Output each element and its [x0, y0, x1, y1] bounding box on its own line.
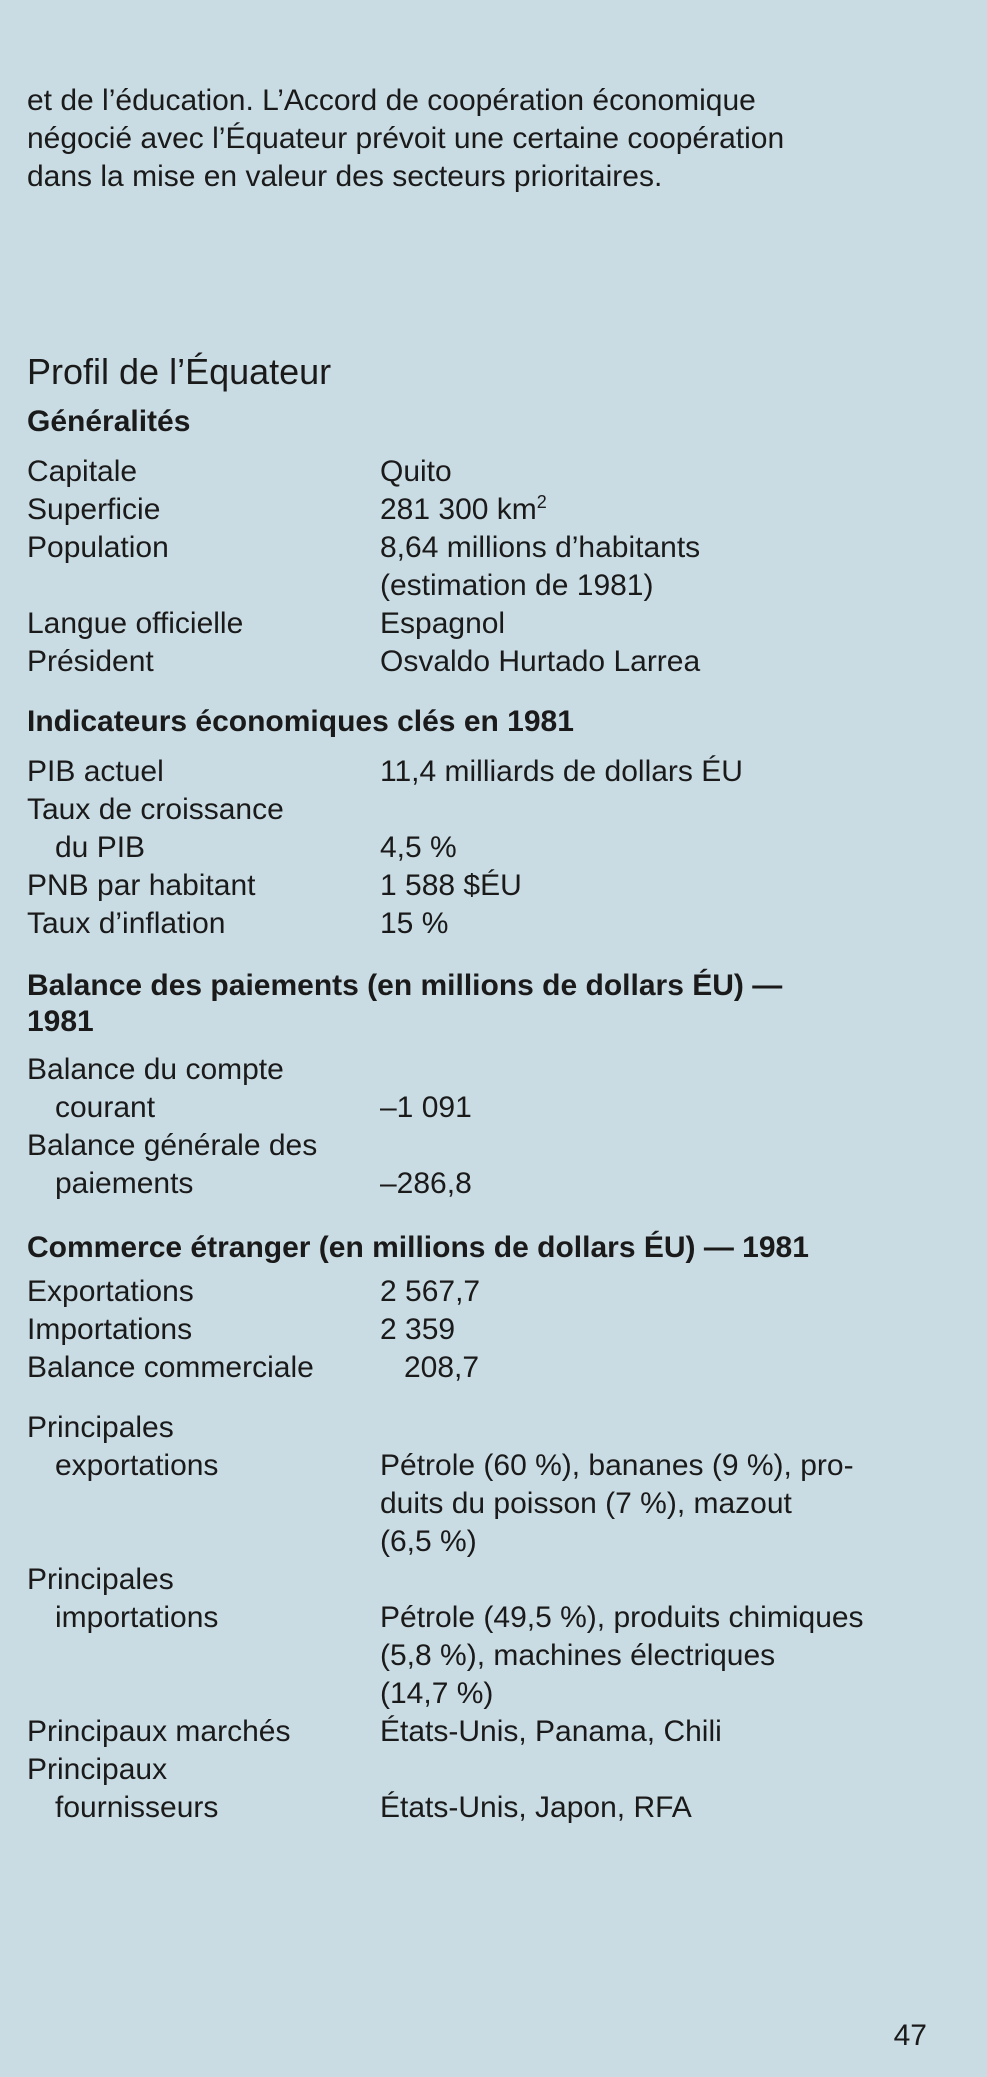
current-account-label-cont: courant: [55, 1091, 156, 1124]
growth-label: Taux de croissance: [27, 793, 284, 826]
exports-label: Exportations: [27, 1275, 194, 1308]
area-value: 281 300 km: [380, 493, 537, 526]
trade-heading: Commerce étranger (en millions de dollars ÉU) — 1981: [27, 1231, 809, 1264]
population-label: Population: [27, 531, 169, 564]
imports-value: 2 359: [380, 1313, 456, 1346]
balance-heading-year: 1981: [27, 1005, 94, 1038]
overall-balance-label-cont: paiements: [55, 1167, 194, 1200]
current-account-label: Balance du compte: [27, 1053, 284, 1086]
main-imports-value: Pétrole (49,5 %), produits chimiques: [380, 1601, 864, 1634]
area-value-wrap: [380, 492, 970, 528]
gdp-label: PIB actuel: [27, 755, 164, 788]
indicators-heading: Indicateurs économiques clés en 1981: [27, 705, 574, 738]
main-exports-label-cont: exportations: [55, 1449, 219, 1482]
overall-balance-label: Balance générale des: [27, 1129, 318, 1162]
current-account-value: –1 091: [380, 1091, 472, 1124]
main-imports-label-cont: importations: [55, 1601, 219, 1634]
language-label: Langue officielle: [27, 607, 244, 640]
inflation-value: 15 %: [380, 907, 449, 940]
main-imports-value-end: (14,7 %): [380, 1677, 494, 1710]
trade-balance-value: 208,7: [404, 1351, 480, 1384]
president-label: Président: [27, 645, 154, 678]
area-label: Superficie: [27, 493, 161, 526]
exports-value: 2 567,7: [380, 1275, 481, 1308]
capital-value: Quito: [380, 455, 452, 488]
intro-paragraph: [27, 82, 947, 196]
profile-title: Profil de l’Équateur: [27, 351, 332, 392]
main-exports-label: Principales: [27, 1411, 174, 1444]
main-imports-label: Principales: [27, 1563, 174, 1596]
growth-value: 4,5 %: [380, 831, 457, 864]
main-exports-value: Pétrole (60 %), bananes (9 %), pro-: [380, 1449, 854, 1482]
inflation-label: Taux d’inflation: [27, 907, 226, 940]
intro-line: négocié avec l’Équateur prévoit une certaine coopération: [27, 122, 785, 155]
capital-label: Capitale: [27, 455, 138, 488]
area-unit-exponent: 2: [536, 492, 547, 512]
main-exports-value-end: (6,5 %): [380, 1525, 477, 1558]
language-value: Espagnol: [380, 607, 506, 640]
trade-balance-label: Balance commerciale: [27, 1351, 314, 1384]
main-imports-value-cont: (5,8 %), machines électriques: [380, 1639, 776, 1672]
overall-balance-value: –286,8: [380, 1167, 472, 1200]
population-estimate: (estimation de 1981): [380, 569, 654, 602]
general-heading: Généralités: [27, 405, 191, 438]
markets-label: Principaux marchés: [27, 1715, 291, 1748]
gnp-label: PNB par habitant: [27, 869, 256, 902]
intro-line: dans la mise en valeur des secteurs prioritaires.: [27, 160, 663, 193]
gnp-value: 1 588 $ÉU: [380, 869, 522, 902]
population-value: 8,64 millions d’habitants: [380, 531, 701, 564]
suppliers-label-cont: fournisseurs: [55, 1791, 219, 1824]
growth-label-cont: du PIB: [55, 831, 146, 864]
main-exports-value-cont: duits du poisson (7 %), mazout: [380, 1487, 792, 1520]
imports-label: Importations: [27, 1313, 193, 1346]
gdp-value: 11,4 milliards de dollars ÉU: [380, 755, 743, 788]
suppliers-value: États-Unis, Japon, RFA: [380, 1791, 692, 1824]
intro-line: et de l’éducation. L’Accord de coopération économique: [27, 84, 756, 117]
balance-heading: Balance des paiements (en millions de dollars ÉU) —: [27, 969, 783, 1002]
suppliers-label: Principaux: [27, 1753, 168, 1786]
page-number: 47: [893, 2019, 927, 2052]
markets-value: États-Unis, Panama, Chili: [380, 1715, 722, 1748]
president-value: Osvaldo Hurtado Larrea: [380, 645, 701, 678]
